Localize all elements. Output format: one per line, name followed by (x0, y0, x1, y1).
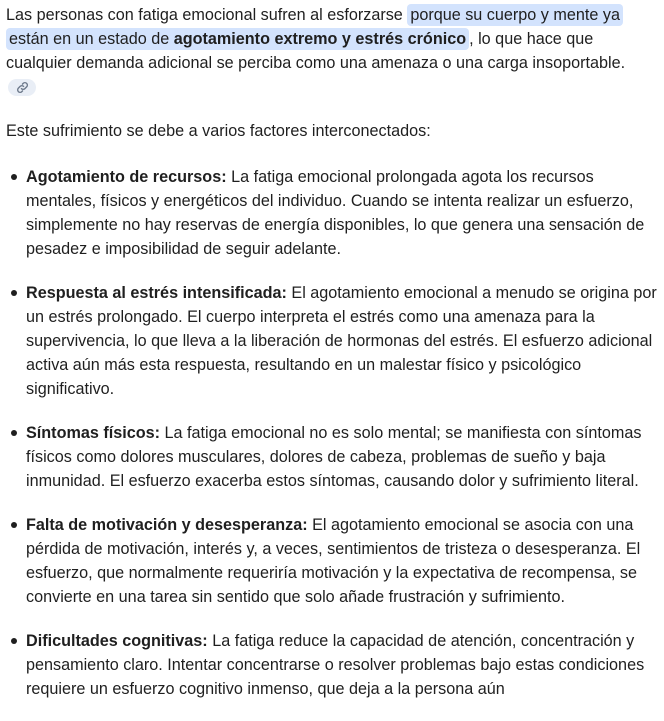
list-item-estres (26, 281, 658, 401)
link-icon (16, 81, 29, 94)
list-item-text: El agotamiento emocional a menudo se origina por un estrés prolongado. El cuerpo interpreta el estrés como una amenaza para la supervivencia, lo que lleva a la liberación de hormonas del estrés. El esfuerzo adicional activa aún más esta respuesta, resultando en un malestar físico y psicológico significativo. (26, 284, 657, 398)
highlight-text: porque su cuerpo y mente ya están en un estado de (9, 6, 620, 48)
list-item-text: La fatiga reduce la capacidad de atención, concentración y pensamiento claro. Intentar concentrarse o resolver problemas bajo estas condiciones requiere un esfuerzo cognitivo inmenso, que deja a la persona aún (26, 632, 645, 698)
factors-list (6, 165, 658, 701)
list-item-motivacion (26, 513, 658, 609)
list-item-text: La fatiga emocional prolongada agota los recursos mentales, físicos y energéticos del individuo. Cuando se intenta realizar un esfuerzo, simplemente no hay reservas de energía disponibles, lo que genera una sensación de pesadez e imposibilidad de seguir adelante. (26, 168, 645, 258)
source-link-chip[interactable] (8, 79, 36, 96)
list-item-title: Síntomas físicos: (26, 424, 161, 442)
list-item-cognitivas (26, 629, 658, 701)
list-item-title: Dificultades cognitivas: (26, 632, 208, 650)
response-content (6, 3, 658, 721)
factors-lead: Este sufrimiento se debe a varios factores interconectados: (6, 122, 431, 140)
list-item-text: El agotamiento emocional se asocia con una pérdida de motivación, interés y, a veces, sentimientos de tristeza o desesperanza. El esfuerzo, que normalmente requeriría motivación y la expectativa de recompensa, se convierte en una tarea sin sentido que solo añade frustración y sufrimiento. (26, 516, 641, 606)
highlight-bold-text: agotamiento extremo y estrés crónico (173, 30, 467, 48)
intro-paragraph (6, 3, 658, 99)
list-item-agotamiento (26, 165, 658, 261)
list-item-title: Falta de motivación y desesperanza: (26, 516, 308, 534)
list-item-title: Respuesta al estrés intensificada: (26, 284, 287, 302)
intro-text-after: , lo que hace que cualquier demanda adicional se perciba como una amenaza o una carga insoportable. (6, 30, 626, 72)
intro-text-before: Las personas con fatiga emocional sufren al esforzarse (6, 6, 408, 24)
list-item-text: La fatiga emocional no es solo mental; se manifiesta con síntomas físicos como dolores musculares, dolores de cabeza, problemas de sueño y baja inmunidad. El esfuerzo exacerba estos síntomas, causando dolor y sufrimiento literal. (26, 424, 642, 490)
list-item-sintomas (26, 421, 658, 493)
list-item-title: Agotamiento de recursos: (26, 168, 227, 186)
